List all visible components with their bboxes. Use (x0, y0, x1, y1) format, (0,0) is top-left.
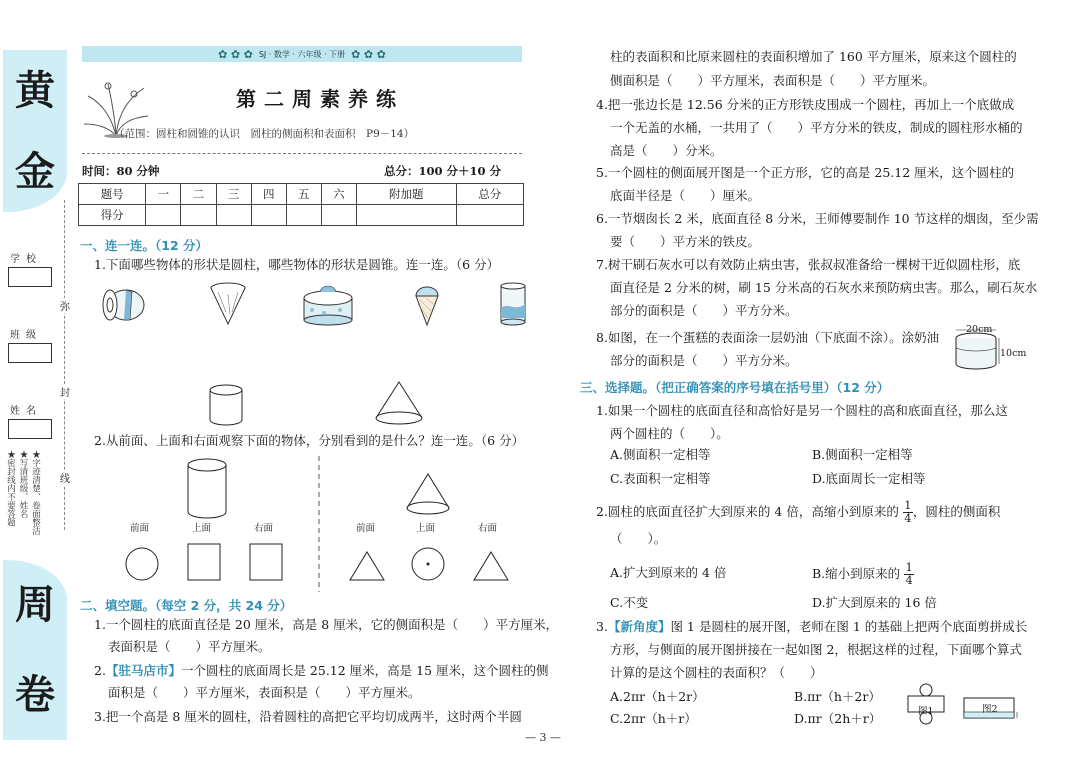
table-cell: 总分 (456, 184, 523, 205)
question-text: 6.一节烟囱长 2 米，底面直径 8 分米，王师傅要制作 10 节这样的烟囱，至少需 (596, 211, 1039, 226)
score-cell[interactable] (181, 205, 216, 226)
school-field (4, 250, 58, 287)
figure2-label: 图2 (982, 704, 998, 715)
table-cell: 二 (181, 184, 216, 205)
table-cell: 四 (251, 184, 286, 205)
strip-title-top (3, 50, 67, 212)
cone-object-icon (404, 470, 452, 518)
seal-char: 线 (60, 470, 70, 485)
section1-title: 一、连一连。（12 分） (80, 238, 208, 253)
score-cell[interactable] (251, 205, 286, 226)
cylinder-object-icon (186, 458, 228, 520)
question-text: 要（ ）平方米的铁皮。 (610, 234, 761, 249)
question-text: 4.把一张边长是 12.56 分米的正方形铁皮围成一个圆柱，再加上一个底做成 (596, 97, 1015, 112)
name-field (4, 402, 58, 439)
question-body: 2.圆柱的底面直径扩大到原来的 4 倍，高缩小到原来的 (596, 504, 899, 519)
divider (318, 456, 320, 592)
question-text: 方形，与侧面的展开图拼接在一起如图 2，根据这样的过程，下面哪个算式 (610, 642, 1022, 657)
strip-note: ★写清班级、姓名 (18, 450, 28, 518)
question-number: 3. (596, 619, 608, 634)
option-text[interactable] (812, 562, 914, 587)
question-text: 两个圆柱的（ ）。 (610, 426, 729, 441)
option-text[interactable]: B.πr（h＋2r） (794, 689, 881, 704)
question-number: 2. (94, 663, 106, 678)
question-text: 2.从前面、上面和右面观察下面的物体，分别看到的是什么？连一连。（6 分） (94, 433, 525, 448)
table-cell: 六 (321, 184, 356, 205)
triangle-view-icon (472, 550, 510, 582)
fraction (903, 500, 913, 525)
question-text (596, 616, 1027, 638)
score-table (78, 183, 524, 226)
fraction-numerator: 1 (905, 561, 913, 574)
option-text[interactable]: A.2πr（h＋2r） (610, 689, 705, 704)
score-cell[interactable] (286, 205, 321, 226)
table-row (79, 205, 524, 226)
question-text: 1.如果一个圆柱的底面直径和高恰好是另一个圆柱的高和底面直径，那么这 (596, 403, 1008, 418)
question-text (94, 660, 549, 682)
score-cell[interactable] (356, 205, 456, 226)
table-cell: 三 (216, 184, 251, 205)
seal-char: 封 (60, 384, 70, 399)
circle-view-icon (124, 546, 160, 582)
cylinder-shape-icon (208, 384, 244, 426)
option-text[interactable]: A.扩大到原来的 4 倍 (610, 565, 727, 580)
scope-text: （范围：圆柱和圆锥的认识 圆柱的侧面积和表面积 P9－14） (114, 128, 415, 140)
binding-strip (0, 0, 70, 774)
option-text[interactable]: C.表面积一定相等 (610, 471, 711, 486)
page-number: — 3 — (525, 731, 561, 744)
new-angle-tag: 【新角度】 (607, 619, 671, 634)
question-text: 一个无盖的水桶，一共用了（ ）平方分米的铁皮，制成的圆柱形水桶的 (610, 120, 1023, 135)
view-label: 上面 (416, 523, 436, 534)
table-cell: 得分 (79, 205, 146, 226)
class-field (4, 326, 58, 363)
strip-char: 黄 (15, 66, 55, 114)
strip-title-bottom (3, 560, 67, 740)
can-icon (498, 282, 528, 326)
school-input[interactable] (8, 267, 52, 287)
score-cell[interactable] (456, 205, 523, 226)
cake-height-label: 10cm (1000, 348, 1027, 359)
region-tag: 【驻马店市】 (105, 663, 181, 678)
view-label: 右面 (478, 523, 498, 534)
option-text[interactable]: C.不变 (610, 595, 649, 610)
question-text: 柱的表面积和比原来圆柱的表面积增加了 160 平方厘米，原来这个圆柱的 (610, 49, 1017, 64)
table-cell: 附加题 (356, 184, 456, 205)
question-text: 表面积是（ ）平方厘米。 (108, 639, 271, 654)
question-text: 底面半径是（ ）厘米。 (610, 188, 761, 203)
table-row (79, 184, 524, 205)
question-text: （ ）。 (610, 531, 667, 546)
question-text: 部分的面积是（ ）平方分米。 (610, 303, 798, 318)
option-text[interactable]: D.πr（2h＋r） (794, 711, 882, 726)
question-body: 一个圆柱的底面周长是 25.12 厘米，高是 15 厘米，这个圆柱的侧 (180, 663, 549, 678)
question-text: 7.树干刷石灰水可以有效防止病虫害，张叔叔准备给一棵树干近似圆柱形，底 (596, 257, 1021, 272)
question-text: 面直径是 2 分米的树，刷 15 分米高的石灰水来预防病虫害。那么，刷石灰水 (610, 280, 1038, 295)
ice-cream-icon (412, 282, 442, 326)
section3-title: 三、选择题。（把正确答案的序号填在括号里）（12 分） (580, 380, 890, 395)
cone-shape-icon (374, 380, 424, 426)
rectangle-view-icon (186, 542, 222, 582)
score-cell[interactable] (216, 205, 251, 226)
strip-char: 卷 (15, 671, 55, 718)
total-score-text: 总分：100 分＋10 分 (384, 164, 502, 178)
page-title: 第二周素养练 (236, 87, 404, 111)
name-input[interactable] (8, 419, 52, 439)
question-text: 面积是（ ）平方厘米，表面积是（ ）平方厘米。 (108, 685, 421, 700)
question-body: ，圆柱的侧面积 (912, 504, 1001, 519)
question-text: 1.一个圆柱的底面直径是 20 厘米，高是 8 厘米，它的侧面积是（ ）平方厘米， (94, 617, 559, 632)
flower-icon: ✿ ✿ ✿ (351, 47, 386, 61)
strip-char: 金 (15, 147, 55, 195)
table-cell: 题号 (79, 184, 146, 205)
fraction-denominator: 4 (904, 512, 912, 525)
option-text[interactable]: A.侧面积一定相等 (610, 447, 711, 462)
cone-hat-icon (208, 282, 248, 326)
question-text (596, 500, 1000, 525)
question-text: 计算的是这个圆柱的表面积？（ ） (610, 665, 823, 680)
name-label: 姓名 (10, 406, 42, 417)
question-text: 8.如图，在一个蛋糕的表面涂一层奶油（下底面不涂）。涂奶油 (596, 330, 940, 345)
strip-char: 周 (15, 581, 55, 628)
question-text: 侧面积是（ ）平方厘米，表面积是（ ）平方厘米。 (610, 73, 936, 88)
option-text[interactable]: C.2πr（h＋r） (610, 711, 697, 726)
score-cell[interactable] (321, 205, 356, 226)
time-text: 时间：80 分钟 (82, 164, 160, 178)
option-text[interactable]: D.扩大到原来的 16 倍 (812, 595, 937, 610)
circle-dot-view-icon (410, 546, 446, 582)
rectangle-view-icon (248, 542, 284, 582)
question-text: 高是（ ）分米。 (610, 143, 723, 158)
class-label: 班级 (10, 330, 42, 341)
fraction (904, 562, 914, 587)
header-band-text: SJ · 数学 · 六年级 · 下册 (258, 49, 346, 59)
strip-note: ★密封线内不要答题 (5, 450, 16, 527)
triangle-view-icon (348, 550, 386, 582)
question-text: 5.一个圆柱的侧面展开图是一个正方形，它的高是 25.12 厘米，这个圆柱的 (596, 165, 1015, 180)
table-cell: 一 (146, 184, 181, 205)
question-body: 图 1 是圆柱的展开图，老师在图 1 的基础上把两个底面剪拼成长 (670, 619, 1028, 634)
fraction-denominator: 4 (905, 574, 913, 587)
option-body: B.缩小到原来的 (812, 566, 901, 581)
seal-char: 弥 (60, 298, 70, 313)
tape-roll-icon (100, 286, 146, 324)
option-text[interactable]: B.侧面积一定相等 (812, 447, 913, 462)
class-input[interactable] (8, 343, 52, 363)
strip-notes (6, 450, 40, 535)
score-cell[interactable] (146, 205, 181, 226)
question-text: 1.下面哪些物体的形状是圆柱，哪些物体的形状是圆锥。连一连。（6 分） (94, 257, 500, 272)
strip-note: ★字迹清楚、卷面整洁 (30, 450, 41, 535)
flower-icon: ✿ ✿ ✿ (218, 47, 253, 61)
fraction-numerator: 1 (904, 499, 912, 512)
table-cell: 五 (286, 184, 321, 205)
figure1-label: 图1 (918, 706, 934, 717)
divider (82, 153, 522, 154)
school-label: 学校 (10, 254, 42, 265)
view-label: 前面 (356, 523, 376, 534)
option-text[interactable]: D.底面周长一定相等 (812, 471, 926, 486)
cake-icon (300, 280, 356, 326)
question-text: 部分的面积是（ ）平方分米。 (610, 353, 798, 368)
cake-width-label: 20cm (966, 324, 993, 335)
view-label: 上面 (192, 523, 212, 534)
header-band (82, 46, 522, 62)
view-label: 前面 (130, 523, 150, 534)
question-text: 3.把一个高是 8 厘米的圆柱，沿着圆柱的高把它平均切成两半，这时两个半圆 (94, 709, 522, 724)
section2-title: 二、填空题。（每空 2 分，共 24 分） (80, 598, 293, 613)
view-label: 右面 (254, 523, 274, 534)
